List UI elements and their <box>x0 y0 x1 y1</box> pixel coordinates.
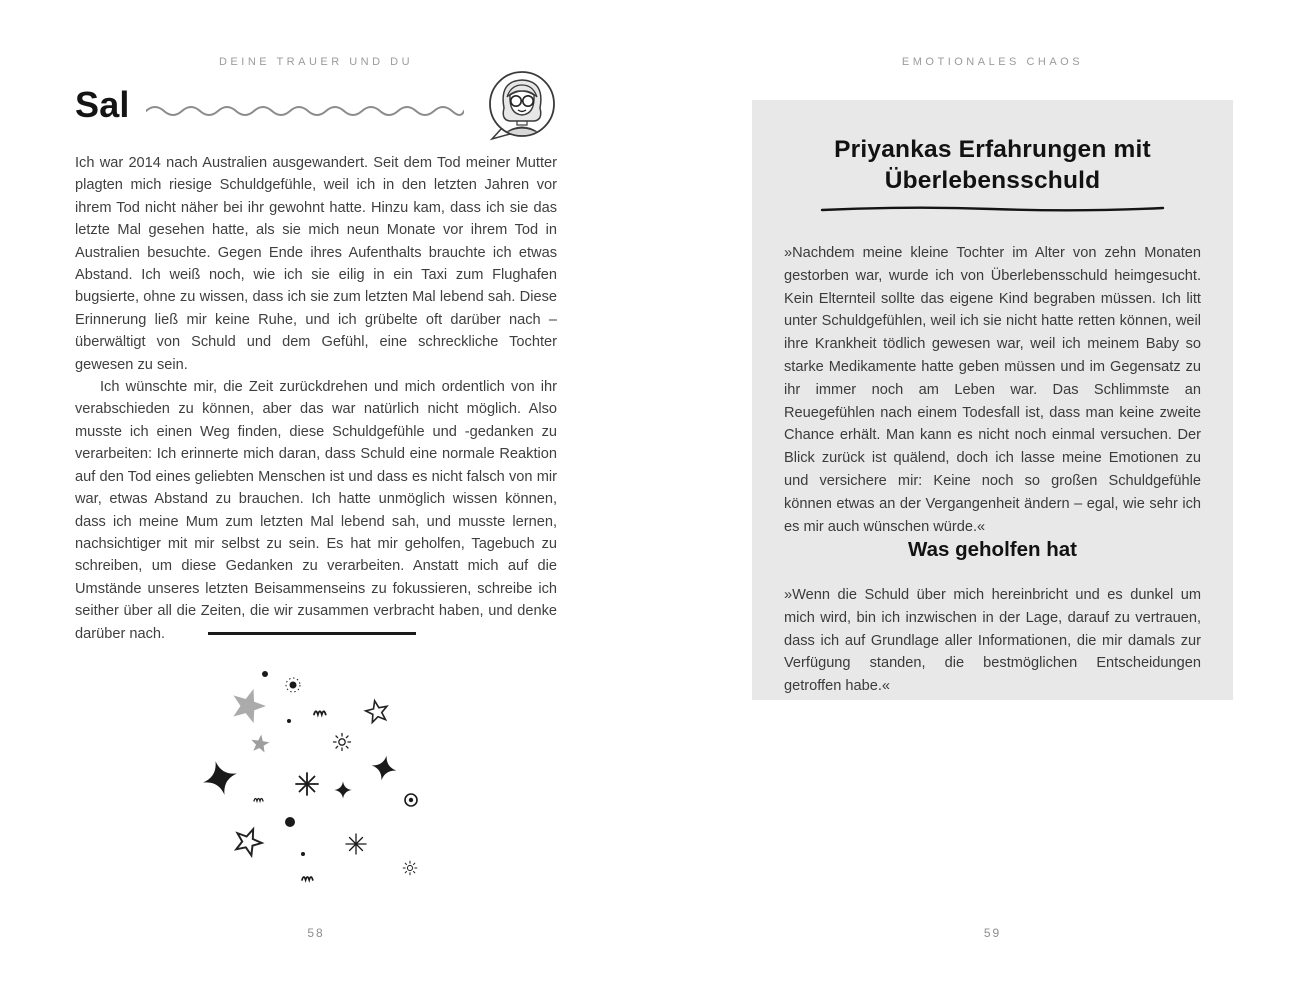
testimonial-paragraph: »Wenn die Schuld über mich hereinbricht und es dunkel um mich wird, bin ich inzwischen in der Lage, darauf zu vertrauen, dass ich auf Grundlage aller Informationen, die mir damals zur Verfügung standen, die bestmöglichen Entscheidungen getroffen habe.« <box>784 587 1201 695</box>
testimonial-paragraph: »Nachdem meine kleine Tochter im Alter von zehn Monaten gestorben war, wurde ich von Überlebensschuld heimgesucht. Kein Elternteil sollte das eigene Kind begraben müssen. Ich litt unter Schuldgefühlen, weil ich sie nicht hatte retten können, weil ihre Krankheit tödlich gewesen war, weil ich meinem Baby so starke Medikamente hatte geben müssen und im Gegensatz zu ihr immer noch am Leben war. Das Schlimmste an Reuegefühlen nach einem Todesfall ist, dass man keine zweite Chance erhält. Man kann es nicht noch einmal versuchen. Der Blick zurück ist quälend, doch ich lasse meine Emotionen zu und versichere mir: Keine noch so großen Schuldgefühle können etwas an der Vergangenheit ändern – egal, wie sehr ich es mir auch wünschen würde.« <box>784 245 1201 535</box>
running-header-left: DEINE TRAUER UND DU <box>218 56 414 68</box>
stars-doodle-illustration-icon <box>196 660 446 898</box>
box-title-line: Überlebensschuld <box>884 167 1101 194</box>
page-number-left: 58 <box>307 926 325 940</box>
paragraph: Ich wünschte mir, die Zeit zurückdrehen und mich ordentlich von ihr verabschieden zu können, aber das war natürlich nicht möglich. Also musste ich einen Weg finden, diese Schuldgefühle und -gedanken zu verarbeiten: Ich erinnerte mich daran, dass Schuld eine normale Reaktion auf den Tod eines geliebten Menschen ist und dass es nicht falsch von mir war, etwas Abstand zu brauchen. Ich hatte unmöglich wissen können, dass ich meine Mum zum letzten Mal lebend sah, und musste lernen, nachsichtiger mit mir selbst zu sein. Es hat mir geholfen, Tagebuch zu schreiben, um diese Gedanken zu verarbeiten. Anstatt mich auf die Umstände unseres letzten Beisammenseins zu fokussieren, schreibe ich seither über all die Zeiten, die wir zusammen verbracht haben, und denke darüber nach. <box>75 379 557 642</box>
body-text <box>75 152 557 645</box>
page-title: Sal <box>75 84 130 125</box>
box-title <box>752 134 1233 196</box>
box-title-line: Priyankas Erfahrungen mit <box>834 136 1151 163</box>
portrait-avatar-icon <box>484 68 560 144</box>
testimonial-box <box>752 100 1233 700</box>
wavy-line-icon <box>146 100 464 122</box>
section-divider <box>208 632 416 635</box>
page-number-right: 59 <box>983 926 1002 940</box>
paragraph: Ich war 2014 nach Australien ausgewandert. Seit dem Tod meiner Mutter plagten mich riesige Schuldgefühle, weil ich in den letzten Jahren vor ihrem Tod nicht näher bei ihr gewohnt hatte. Hinzu kam, dass ich sie das letzte Mal gesehen hatte, als sie mich neun Monate vor ihrem Tod in Australien besuchte. Gegen Ende ihres Aufenthalts brauchte ich etwas Abstand. Ich weiß noch, wie ich sie eilig in ein Taxi zum Flughafen bugsierte, ohne zu wissen, dass ich sie zum letzten Mal lebend sah. Diese Erinnerung ließ mir keine Ruhe, und ich grübelte oft darüber nach – überwältigt von Schuld und dem Gefühl, eine schreckliche Tochter gewesen zu sein. <box>75 155 557 373</box>
box-subheading: Was geholfen hat <box>908 538 1077 561</box>
running-header-right: EMOTIONALES CHAOS <box>901 56 1084 68</box>
hand-drawn-underline-icon <box>820 205 1165 215</box>
